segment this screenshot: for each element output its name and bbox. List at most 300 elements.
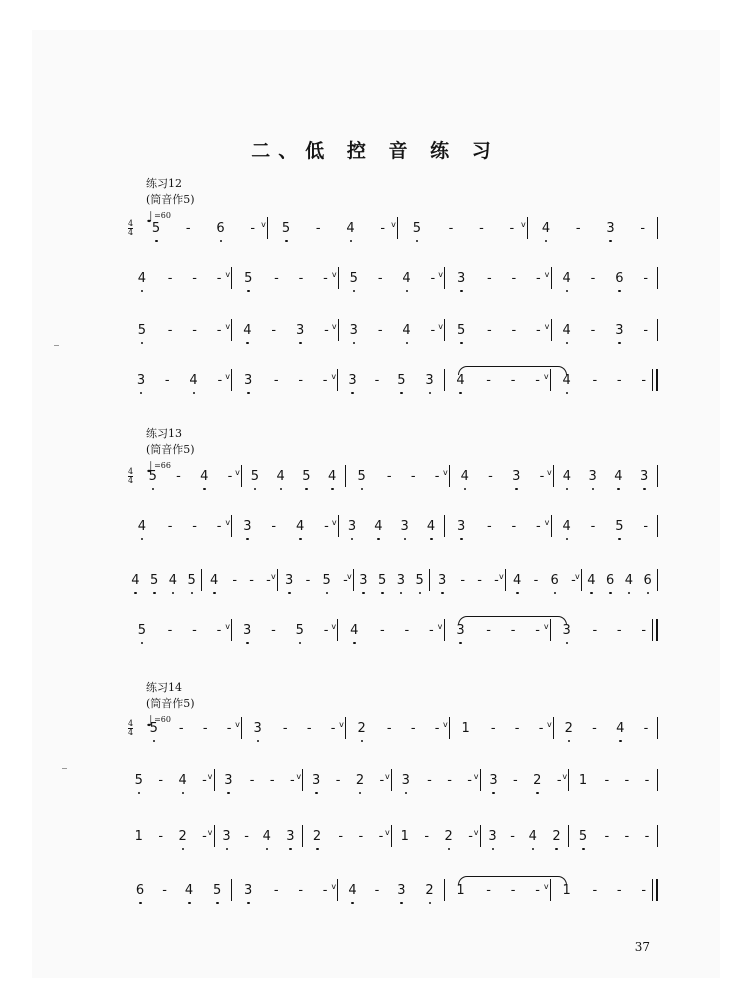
low-octave-dot [247,290,250,293]
measure [552,258,657,298]
note [348,323,360,338]
duration-dash: - [535,372,540,388]
duration-dash: - [323,270,328,286]
note [186,573,198,588]
note-digit: 3 [396,572,406,588]
note [376,573,388,588]
low-octave-dot [400,392,403,395]
breath-mark: v [391,220,396,229]
low-octave-dot [566,488,569,491]
measure [126,610,231,650]
note-digit: 3 [437,572,447,588]
low-octave-dot [618,342,621,345]
note [252,721,264,736]
breath-mark: v [473,772,479,781]
measure [551,610,656,650]
note-digit: 4 [541,220,551,236]
note-digit: 3 [243,882,253,898]
note-digit: 2 [552,828,561,844]
note-digit: 4 [295,518,305,534]
low-octave-dot [299,538,302,541]
note [208,573,220,588]
low-octave-dot [331,488,334,491]
low-octave-dot [182,792,185,795]
note [400,773,412,788]
breath-mark: v [331,270,337,279]
low-octave-dot [566,392,569,395]
duration-dash: - [486,372,491,388]
barline [657,217,658,239]
note [294,519,306,534]
note [561,469,573,484]
note [395,883,407,898]
note [443,829,455,844]
note-digit: 4 [562,322,571,338]
low-octave-dot [227,792,230,795]
low-octave-dot [361,488,364,491]
duration-dash: - [616,622,622,638]
measure [554,456,657,496]
duration-dash: - [374,882,380,898]
low-octave-dot [554,592,557,595]
note [540,221,552,236]
duration-dash: - [167,518,173,534]
duration-dash: - [404,622,410,638]
duration-dash: - [167,322,173,338]
note [348,623,360,638]
low-octave-dot [536,792,539,795]
duration-dash: - [624,828,630,844]
low-octave-dot [582,848,585,851]
duration-dash: - [535,518,541,534]
breath-mark: v [437,622,443,631]
duration-dash: - [535,322,541,338]
duration-dash: - [535,270,541,286]
measure [242,456,345,496]
duration-dash: - [162,882,167,898]
low-octave-dot [299,642,302,645]
low-octave-dot [406,290,409,293]
duration-dash: - [330,720,336,736]
note-digit: 4 [243,322,252,338]
duration-dash: - [643,270,649,286]
duration-dash: - [192,270,197,286]
duration-dash: - [434,468,440,484]
duration-dash: - [641,372,647,388]
low-octave-dot [459,392,462,395]
duration-dash: - [486,270,492,286]
note-digit: 4 [350,622,359,638]
duration-dash: - [486,518,492,534]
low-octave-dot [430,538,433,541]
note [436,573,448,588]
note-digit: 3 [488,828,497,844]
note-digit: 4 [460,468,469,484]
note-digit: 5 [397,372,406,388]
barline [657,319,658,341]
breath-mark: v [521,220,526,229]
breath-mark: v [347,572,352,581]
measure [398,208,527,248]
measure [138,456,241,496]
note-digit: 3 [397,882,406,898]
note-digit: 3 [295,322,305,338]
low-octave-dot [141,290,144,293]
duration-dash: - [216,622,222,638]
score-line [126,760,658,800]
note [511,573,523,588]
measure [138,208,267,248]
duration-dash: - [298,372,304,388]
note-digit: 1 [461,720,470,736]
note-digit: 3 [253,720,262,736]
low-octave-dot [138,792,141,795]
duration-dash: - [641,882,647,898]
note-digit: 5 [415,572,424,588]
note [148,721,160,736]
duration-dash: - [486,882,491,898]
note-digit: 1 [134,828,143,844]
time-signature [128,220,133,237]
low-octave-dot [618,538,621,541]
low-octave-dot [619,740,622,743]
duration-dash: - [377,270,383,286]
note-digit: 3 [136,372,146,388]
score-line [126,506,658,546]
breath-mark: v [225,518,231,527]
note-digit: 5 [377,572,387,588]
measure [215,760,303,800]
note-digit: 4 [200,468,209,484]
tie-arc [458,616,566,625]
breath-mark: v [331,882,337,891]
low-octave-dot [405,792,408,795]
score-line [126,360,658,400]
low-octave-dot [172,592,175,595]
low-octave-dot [353,342,356,345]
low-octave-dot [351,538,354,541]
scan-mark [54,345,59,346]
note [561,323,573,338]
measure [338,610,443,650]
low-octave-dot [316,848,319,851]
duration-dash: - [604,772,610,788]
duration-dash: - [202,720,208,736]
note-digit: 4 [614,468,623,484]
time-signature-bottom: 4 [128,475,134,485]
measure [268,208,397,248]
measure [126,560,201,600]
low-octave-dot [139,902,142,905]
measure [506,560,581,600]
note-digit: 4 [624,572,634,588]
note [401,323,413,338]
low-octave-dot [353,642,356,645]
note [133,829,145,844]
duration-dash: - [510,828,515,844]
note [241,519,253,534]
note [346,883,358,898]
duration-dash: - [379,772,385,788]
note [357,573,369,588]
note [242,883,254,898]
note-digit: 5 [456,322,466,338]
low-octave-dot [188,902,191,905]
note-digit: 5 [578,828,588,844]
note [346,519,358,534]
score-line [126,258,658,298]
duration-dash: - [430,322,436,338]
measure [232,310,337,350]
low-octave-dot [257,740,260,743]
breath-mark: v [544,518,550,527]
measure [126,360,231,400]
duration-dash: - [490,720,496,736]
low-octave-dot [566,342,569,345]
note [613,271,625,286]
measure [232,360,337,400]
time-signature-top: 4 [128,466,134,476]
measure [554,708,657,748]
note [283,573,295,588]
note [399,829,411,844]
note [455,323,467,338]
measure [338,360,443,400]
duration-dash: - [192,518,197,534]
note-digit: 1 [562,882,571,898]
note [148,573,160,588]
duration-dash: - [535,622,540,638]
duration-dash: - [640,220,646,236]
duration-dash: - [494,572,499,588]
note-digit: 4 [562,372,571,388]
duration-dash: - [273,372,279,388]
measure [232,506,337,546]
low-octave-dot [419,592,422,595]
breath-mark: v [438,322,443,331]
note-digit: 2 [312,828,322,844]
low-octave-dot [492,792,495,795]
duration-dash: - [324,322,329,338]
breath-mark: v [443,720,448,729]
low-octave-dot [545,240,548,243]
duration-dash: - [556,772,562,788]
note [561,271,573,286]
duration-dash: - [643,322,649,338]
exercise-note: (筒音作5) [146,443,195,456]
duration-dash: - [592,882,598,898]
duration-dash: - [250,220,256,236]
exercise-note: (筒音作5) [146,697,195,710]
note-digit: 5 [148,468,157,484]
breath-mark: v [385,772,390,781]
duration-dash: - [511,270,517,286]
breath-mark: v [499,572,504,581]
measure [126,816,214,856]
note-digit: 3 [349,322,358,338]
measure [392,816,480,856]
low-octave-dot [351,902,354,905]
breath-mark: v [225,372,230,381]
measure [445,310,550,350]
duration-dash: - [216,322,222,338]
note [587,469,599,484]
note-digit: 3 [224,772,233,788]
low-octave-dot [134,592,137,595]
low-octave-dot [400,592,403,595]
note [326,469,338,484]
note-digit: 2 [178,828,187,844]
note [249,469,261,484]
measure [232,870,337,910]
duration-dash: - [643,720,649,736]
duration-dash: - [266,572,271,588]
low-octave-dot [191,592,194,595]
measure [552,506,657,546]
low-octave-dot [289,848,292,851]
low-octave-dot [246,642,249,645]
low-octave-dot [416,240,419,243]
duration-dash: - [322,882,328,898]
note [642,573,654,588]
breath-mark: v [331,372,337,381]
low-octave-dot [362,592,365,595]
note-digit: 4 [178,772,187,788]
note-digit: 5 [250,468,260,484]
duration-dash: - [378,828,384,844]
note-digit: 3 [243,372,253,388]
note [136,323,148,338]
duration-dash: - [467,772,472,788]
duration-dash: - [641,622,647,638]
duration-dash: - [377,322,383,338]
note [425,519,437,534]
note-digit: 5 [134,772,143,788]
measure [232,258,337,298]
note-digit: 3 [489,772,498,788]
note [577,829,589,844]
duration-dash: - [616,372,622,388]
low-octave-dot [220,240,223,243]
low-octave-dot [429,902,432,905]
note [395,573,407,588]
measure [215,816,303,856]
duration-dash: - [335,772,341,788]
duration-dash: - [513,772,518,788]
measure [481,816,569,856]
duration-dash: - [460,572,466,588]
note-digit: 2 [355,772,365,788]
duration-dash: - [590,322,596,338]
low-octave-dot [153,592,156,595]
note-digit: 5 [322,572,331,588]
duration-dash: - [448,220,454,236]
duration-dash: - [624,772,630,788]
low-octave-dot [464,488,467,491]
note [177,773,189,788]
measure [552,310,657,350]
note [577,773,589,788]
duration-dash: - [305,572,311,588]
note [280,221,292,236]
note [221,829,233,844]
low-octave-dot [566,538,569,541]
note [356,469,368,484]
duration-dash: - [510,372,516,388]
note [183,883,195,898]
breath-mark: v [331,518,337,527]
duration-dash: - [185,220,191,236]
measure [392,760,480,800]
low-octave-dot [288,592,291,595]
note [354,773,366,788]
score-line [126,610,658,650]
duration-dash: - [514,720,520,736]
duration-dash: - [232,572,238,588]
duration-dash: - [539,468,545,484]
note [135,373,147,388]
measure [445,506,550,546]
duration-dash: - [575,220,581,236]
low-octave-dot [226,848,229,851]
note-digit: 4 [513,572,522,588]
measure [354,560,429,600]
breath-mark: v [235,720,240,729]
low-octave-dot [448,848,451,851]
note [241,623,253,638]
note-digit: 4 [131,572,140,588]
duration-dash: - [592,372,598,388]
barline [657,515,658,537]
note [613,323,625,338]
note [275,469,287,484]
note-digit: 4 [137,518,147,534]
note [348,271,360,286]
low-octave-dot [266,848,269,851]
duration-dash: - [535,882,540,898]
low-octave-dot [618,290,621,293]
note-digit: 3 [425,372,434,388]
note-digit: 4 [137,270,147,286]
duration-dash: - [428,622,434,638]
score-line [126,456,658,496]
barline [657,825,658,847]
note [612,469,624,484]
note-digit: 4 [587,572,596,588]
measure [346,708,449,748]
tempo-value: =60 [154,211,171,220]
note-digit: 5 [213,882,222,898]
low-octave-dot [617,488,620,491]
note-digit: 2 [357,720,366,736]
note [345,221,357,236]
low-octave-dot [429,392,432,395]
note-digit: 4 [348,882,357,898]
duration-dash: - [244,828,249,844]
duration-dash: - [176,468,181,484]
note-digit: 5 [244,270,253,286]
note-digit: 4 [328,468,337,484]
note [211,883,223,898]
barline [657,769,658,791]
tempo-value: =66 [154,461,171,470]
breath-mark: v [296,772,302,781]
note-digit: 3 [347,518,357,534]
duration-dash: - [509,220,515,236]
low-octave-dot [590,592,593,595]
note-digit: 5 [349,270,358,286]
note [284,829,296,844]
